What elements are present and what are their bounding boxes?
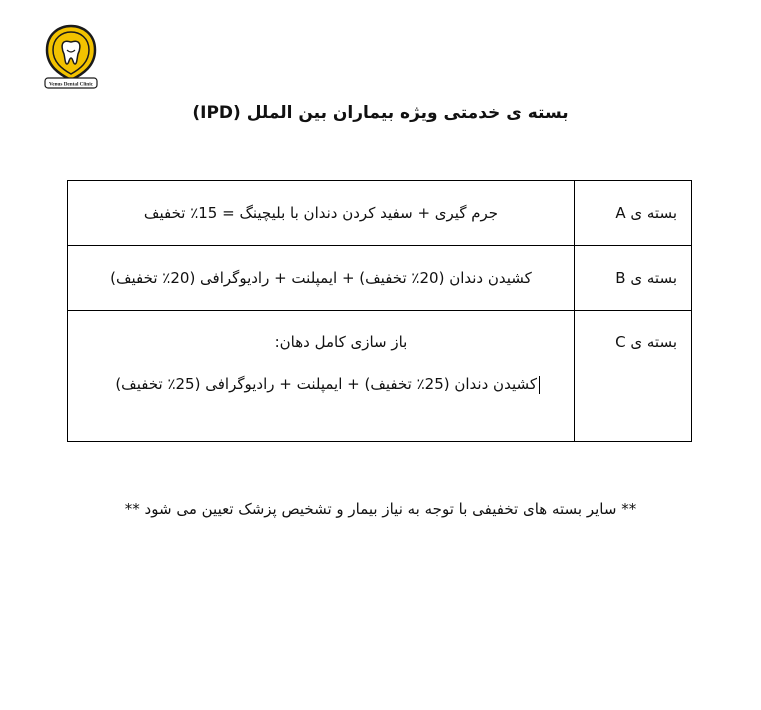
page-title: بسته ی خدمتی ویژه بیماران بین الملل (IPD) <box>192 103 569 123</box>
package-c-label: بسته ی C <box>575 311 692 442</box>
table-row <box>68 181 692 246</box>
package-c-details-wrap[interactable] <box>68 375 574 394</box>
clinic-logo <box>43 24 99 92</box>
package-c-details: کشیدن دندان (25٪ تخفیف) + ایمپلنت + رادیوگرافی (25٪ تخفیف) <box>115 375 537 393</box>
table-row <box>68 246 692 311</box>
table-row <box>68 311 692 442</box>
packages-table <box>67 180 692 442</box>
package-c-description <box>68 311 575 442</box>
logo-text: Venus Dental Clinic <box>49 81 93 88</box>
package-b-description: کشیدن دندان (20٪ تخفیف) + ایمپلنت + رادیوگرافی (20٪ تخفیف) <box>68 246 575 311</box>
package-a-label: بسته ی A <box>575 181 692 246</box>
text-cursor <box>539 376 540 394</box>
package-c-heading: باز سازی کامل دهان: <box>274 333 408 351</box>
package-b-label: بسته ی B <box>575 246 692 311</box>
tooth-logo-icon <box>43 24 99 92</box>
footnote: ** سایر بسته های تخفیفی با توجه به نیاز بیمار و تشخیص پزشک تعیین می شود ** <box>124 500 637 518</box>
package-a-description: جرم گیری + سفید کردن دندان با بلیچینگ = 15٪ تخفیف <box>68 181 575 246</box>
